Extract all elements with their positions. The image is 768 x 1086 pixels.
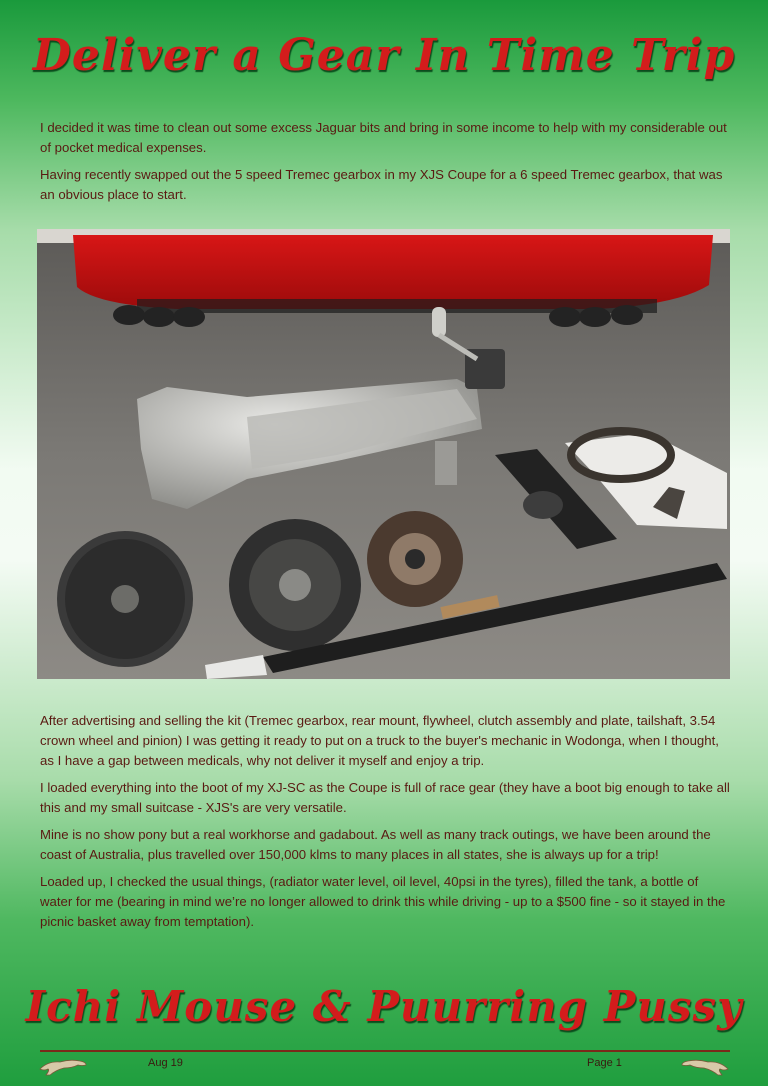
jaguar-leaper-icon: [680, 1053, 730, 1077]
intro-section: [40, 118, 730, 212]
body-section: [40, 711, 730, 939]
jaguar-leaper-icon: [38, 1053, 88, 1077]
body-paragraph: Mine is no show pony but a real workhorse and gadabout. As well as many track outings, we have been around the coast of Australia, plus travelled over 150,000 klms to many places in all states, she is always up for a trip!: [40, 827, 711, 862]
body-paragraph: I loaded everything into the boot of my XJ-SC as the Coupe is full of race gear (they have a boot big enough to take all this and my small suitcase - XJS's are very versatile.: [40, 780, 730, 815]
footer-title: Ichi Mouse & Puurring Pussy: [25, 982, 743, 1031]
body-paragraph: After advertising and selling the kit (Tremec gearbox, rear mount, flywheel, clutch assembly and plate, tailshaft, 3.54 crown wheel and pinion) I was getting it ready to put on a truck to the buyer's mechanic in Wodonga, when I thought, as I have a gap between medicals, why not deliver it myself and enjoy a trip.: [40, 713, 719, 768]
footer-divider: [40, 1050, 730, 1052]
footer-page-number: Page 1: [587, 1057, 622, 1069]
footer-date: Aug 19: [148, 1057, 183, 1069]
page-title: Deliver a Gear In Time Trip: [32, 30, 736, 81]
gearbox-photo: [37, 229, 730, 679]
intro-paragraph: I decided it was time to clean out some excess Jaguar bits and bring in some income to help with my considerable out of pocket medical expenses.: [40, 120, 727, 155]
body-paragraph: Loaded up, I checked the usual things, (radiator water level, oil level, 40psi in the tyres), filled the tank, a bottle of water for me (bearing in mind we’re no longer allowed to drink this while driving - up to a $500 fine - so it stayed in the picnic basket away from temptation).: [40, 874, 726, 929]
intro-paragraph: Having recently swapped out the 5 speed Tremec gearbox in my XJS Coupe for a 6 speed Tremec gearbox, that was an obvious place to start.: [40, 167, 723, 202]
